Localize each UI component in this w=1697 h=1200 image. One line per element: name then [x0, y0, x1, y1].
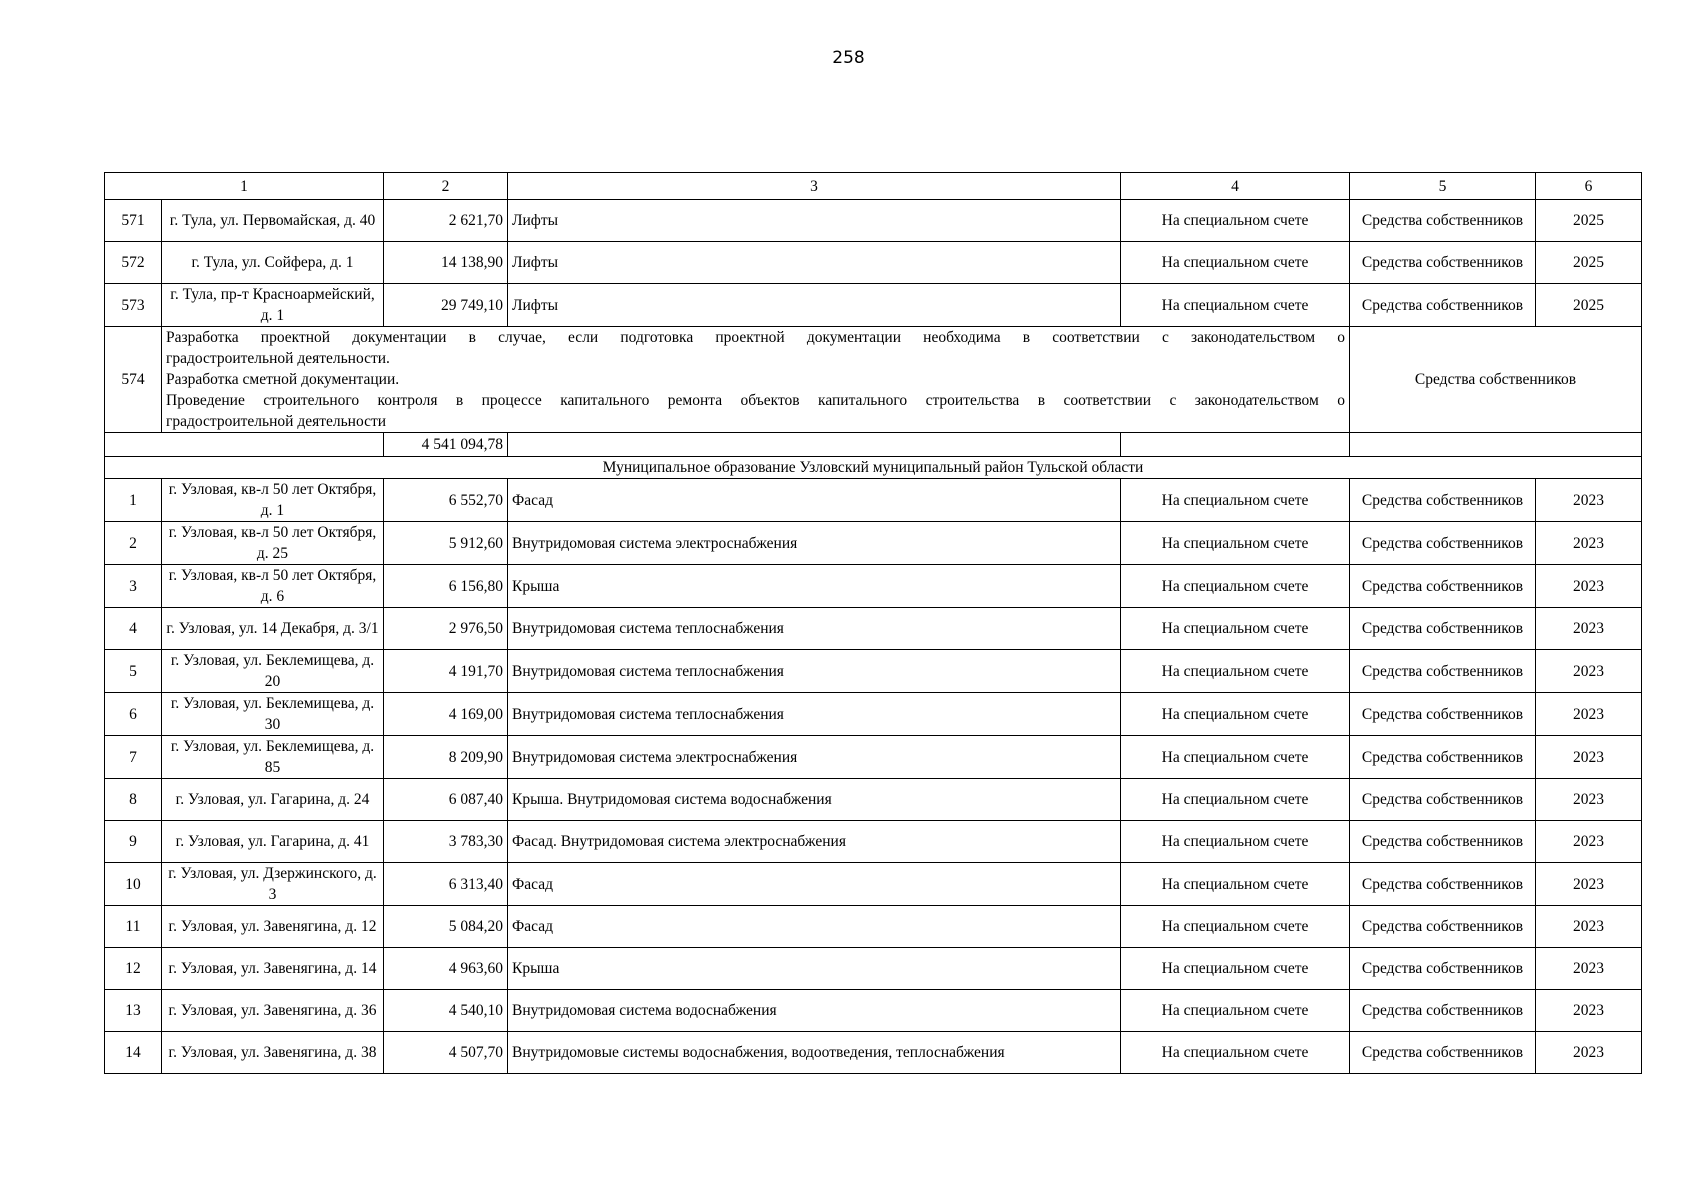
fund-method-cell: На специальном счете	[1121, 906, 1350, 948]
year-cell: 2023	[1536, 948, 1642, 990]
funding-source-cell: Средства собственников	[1350, 863, 1536, 906]
address-cell: г. Узловая, ул. Беклемищева, д. 20	[162, 650, 384, 693]
work-type-cell: Фасад	[508, 863, 1121, 906]
address-cell: г. Узловая, ул. Дзержинского, д. 3	[162, 863, 384, 906]
row-number: 572	[105, 242, 162, 284]
address-cell: г. Узловая, кв-л 50 лет Октября, д. 25	[162, 522, 384, 565]
area-cell: 6 552,70	[384, 479, 508, 522]
area-cell: 5 912,60	[384, 522, 508, 565]
column-header: 2	[384, 173, 508, 200]
address-cell: г. Узловая, кв-л 50 лет Октября, д. 6	[162, 565, 384, 608]
year-cell: 2023	[1536, 863, 1642, 906]
area-cell: 4 507,70	[384, 1032, 508, 1074]
area-cell: 14 138,90	[384, 242, 508, 284]
subtotal-row	[105, 433, 1642, 457]
row-number: 12	[105, 948, 162, 990]
address-cell: г. Тула, пр-т Красноармейский, д. 1	[162, 284, 384, 327]
area-cell: 29 749,10	[384, 284, 508, 327]
fund-method-cell: На специальном счете	[1121, 948, 1350, 990]
year-cell: 2023	[1536, 693, 1642, 736]
column-header: 5	[1350, 173, 1536, 200]
row-number: 13	[105, 990, 162, 1032]
area-cell: 6 313,40	[384, 863, 508, 906]
year-cell: 2023	[1536, 565, 1642, 608]
address-cell: г. Тула, ул. Сойфера, д. 1	[162, 242, 384, 284]
municipality-title: Муниципальное образование Узловский муниципальный район Тульской области	[105, 457, 1642, 479]
funding-source-cell: Средства собственников	[1350, 284, 1536, 327]
table-row	[105, 779, 1642, 821]
funding-source-cell: Средства собственников	[1350, 200, 1536, 242]
table-row	[105, 608, 1642, 650]
year-cell: 2023	[1536, 522, 1642, 565]
empty-cell	[1121, 433, 1350, 457]
area-cell: 4 191,70	[384, 650, 508, 693]
row-number: 5	[105, 650, 162, 693]
funding-source-cell: Средства собственников	[1350, 948, 1536, 990]
table-row-574	[105, 327, 1642, 433]
year-cell: 2023	[1536, 821, 1642, 863]
funding-source-cell: Средства собственников	[1350, 693, 1536, 736]
row-number: 9	[105, 821, 162, 863]
work-type-cell: Внутридомовая система теплоснабжения	[508, 650, 1121, 693]
area-cell: 4 540,10	[384, 990, 508, 1032]
funding-source-cell: Средства собственников	[1350, 565, 1536, 608]
page-number: 258	[832, 48, 865, 68]
table-row	[105, 906, 1642, 948]
work-type-cell: Крыша	[508, 948, 1121, 990]
row-number: 574	[105, 327, 162, 433]
area-cell: 2 976,50	[384, 608, 508, 650]
funding-source-cell: Средства собственников	[1350, 608, 1536, 650]
work-type-cell: Внутридомовые системы водоснабжения, водоотведения, теплоснабжения	[508, 1032, 1121, 1074]
address-cell: г. Узловая, ул. Завенягина, д. 38	[162, 1032, 384, 1074]
address-cell: г. Узловая, ул. 14 Декабря, д. 3/1	[162, 608, 384, 650]
funding-source-cell: Средства собственников	[1350, 779, 1536, 821]
funding-source-cell: Средства собственников	[1350, 736, 1536, 779]
year-cell: 2025	[1536, 284, 1642, 327]
address-cell: г. Узловая, ул. Гагарина, д. 24	[162, 779, 384, 821]
work-type-cell: Внутридомовая система электроснабжения	[508, 522, 1121, 565]
address-cell: г. Узловая, ул. Беклемищева, д. 30	[162, 693, 384, 736]
year-cell: 2023	[1536, 479, 1642, 522]
table-row	[105, 693, 1642, 736]
row-number: 14	[105, 1032, 162, 1074]
year-cell: 2023	[1536, 736, 1642, 779]
fund-method-cell: На специальном счете	[1121, 479, 1350, 522]
area-cell: 4 963,60	[384, 948, 508, 990]
fund-method-cell: На специальном счете	[1121, 736, 1350, 779]
column-number-row	[105, 173, 1642, 200]
works-description-cell	[162, 327, 1350, 433]
work-type-cell: Внутридомовая система электроснабжения	[508, 736, 1121, 779]
area-cell: 6 087,40	[384, 779, 508, 821]
table-row	[105, 821, 1642, 863]
empty-cell	[105, 433, 384, 457]
table-row	[105, 1032, 1642, 1074]
address-cell: г. Узловая, ул. Завенягина, д. 36	[162, 990, 384, 1032]
table-row	[105, 863, 1642, 906]
fund-method-cell: На специальном счете	[1121, 522, 1350, 565]
table-row	[105, 565, 1642, 608]
address-cell: г. Узловая, ул. Гагарина, д. 41	[162, 821, 384, 863]
row-number: 571	[105, 200, 162, 242]
funding-source-cell: Средства собственников	[1350, 1032, 1536, 1074]
table-row	[105, 242, 1642, 284]
fund-method-cell: На специальном счете	[1121, 650, 1350, 693]
funding-source-cell: Средства собственников	[1350, 327, 1642, 433]
work-type-cell: Фасад	[508, 479, 1121, 522]
work-type-cell: Внутридомовая система теплоснабжения	[508, 693, 1121, 736]
work-type-cell: Лифты	[508, 200, 1121, 242]
area-cell: 6 156,80	[384, 565, 508, 608]
fund-method-cell: На специальном счете	[1121, 990, 1350, 1032]
description-line: Проведение строительного контроля в процессе капитального ремонта объектов капитального строительства в соответствии с законодательством о	[166, 392, 1345, 409]
year-cell: 2023	[1536, 608, 1642, 650]
row-number: 3	[105, 565, 162, 608]
area-cell: 8 209,90	[384, 736, 508, 779]
fund-method-cell: На специальном счете	[1121, 1032, 1350, 1074]
row-number: 1	[105, 479, 162, 522]
address-cell: г. Узловая, ул. Завенягина, д. 14	[162, 948, 384, 990]
fund-method-cell: На специальном счете	[1121, 242, 1350, 284]
empty-cell	[1350, 433, 1642, 457]
fund-method-cell: На специальном счете	[1121, 565, 1350, 608]
year-cell: 2025	[1536, 200, 1642, 242]
row-number: 6	[105, 693, 162, 736]
empty-cell	[508, 433, 1121, 457]
row-number: 11	[105, 906, 162, 948]
funding-source-cell: Средства собственников	[1350, 522, 1536, 565]
area-cell: 2 621,70	[384, 200, 508, 242]
area-cell: 3 783,30	[384, 821, 508, 863]
year-cell: 2025	[1536, 242, 1642, 284]
row-number: 7	[105, 736, 162, 779]
fund-method-cell: На специальном счете	[1121, 863, 1350, 906]
row-number: 4	[105, 608, 162, 650]
fund-method-cell: На специальном счете	[1121, 821, 1350, 863]
description-line: Разработка сметной документации.	[166, 371, 400, 388]
fund-method-cell: На специальном счете	[1121, 608, 1350, 650]
fund-method-cell: На специальном счете	[1121, 284, 1350, 327]
description-line: градостроительной деятельности.	[166, 350, 390, 367]
area-cell: 4 169,00	[384, 693, 508, 736]
year-cell: 2023	[1536, 650, 1642, 693]
subtotal-area-cell: 4 541 094,78	[384, 433, 508, 457]
address-cell: г. Тула, ул. Первомайская, д. 40	[162, 200, 384, 242]
row-number: 573	[105, 284, 162, 327]
work-type-cell: Крыша. Внутридомовая система водоснабжения	[508, 779, 1121, 821]
work-type-cell: Фасад. Внутридомовая система электроснабжения	[508, 821, 1121, 863]
work-type-cell: Внутридомовая система водоснабжения	[508, 990, 1121, 1032]
work-type-cell: Крыша	[508, 565, 1121, 608]
funding-source-cell: Средства собственников	[1350, 479, 1536, 522]
funding-source-cell: Средства собственников	[1350, 990, 1536, 1032]
funding-source-cell: Средства собственников	[1350, 821, 1536, 863]
description-line: градостроительной деятельности	[166, 413, 387, 430]
work-type-cell: Лифты	[508, 284, 1121, 327]
description-line: Разработка проектной документации в случае, если подготовка проектной документации необходима в соответствии с законодательством о	[166, 329, 1345, 346]
column-header: 1	[105, 173, 384, 200]
funding-source-cell: Средства собственников	[1350, 906, 1536, 948]
address-cell: г. Узловая, ул. Завенягина, д. 12	[162, 906, 384, 948]
table-row	[105, 284, 1642, 327]
work-type-cell: Лифты	[508, 242, 1121, 284]
capital-repair-table	[104, 172, 1642, 1074]
funding-source-cell: Средства собственников	[1350, 650, 1536, 693]
municipality-header-row	[105, 457, 1642, 479]
fund-method-cell: На специальном счете	[1121, 779, 1350, 821]
table-row	[105, 736, 1642, 779]
table-row	[105, 200, 1642, 242]
column-header: 3	[508, 173, 1121, 200]
row-number: 8	[105, 779, 162, 821]
column-header: 6	[1536, 173, 1642, 200]
column-header: 4	[1121, 173, 1350, 200]
table-row	[105, 948, 1642, 990]
table-row	[105, 650, 1642, 693]
year-cell: 2023	[1536, 1032, 1642, 1074]
fund-method-cell: На специальном счете	[1121, 693, 1350, 736]
row-number: 2	[105, 522, 162, 565]
row-number: 10	[105, 863, 162, 906]
work-type-cell: Фасад	[508, 906, 1121, 948]
address-cell: г. Узловая, ул. Беклемищева, д. 85	[162, 736, 384, 779]
fund-method-cell: На специальном счете	[1121, 200, 1350, 242]
area-cell: 5 084,20	[384, 906, 508, 948]
table-row	[105, 990, 1642, 1032]
year-cell: 2023	[1536, 779, 1642, 821]
year-cell: 2023	[1536, 906, 1642, 948]
table-row	[105, 479, 1642, 522]
year-cell: 2023	[1536, 990, 1642, 1032]
address-cell: г. Узловая, кв-л 50 лет Октября, д. 1	[162, 479, 384, 522]
work-type-cell: Внутридомовая система теплоснабжения	[508, 608, 1121, 650]
funding-source-cell: Средства собственников	[1350, 242, 1536, 284]
table-row	[105, 522, 1642, 565]
